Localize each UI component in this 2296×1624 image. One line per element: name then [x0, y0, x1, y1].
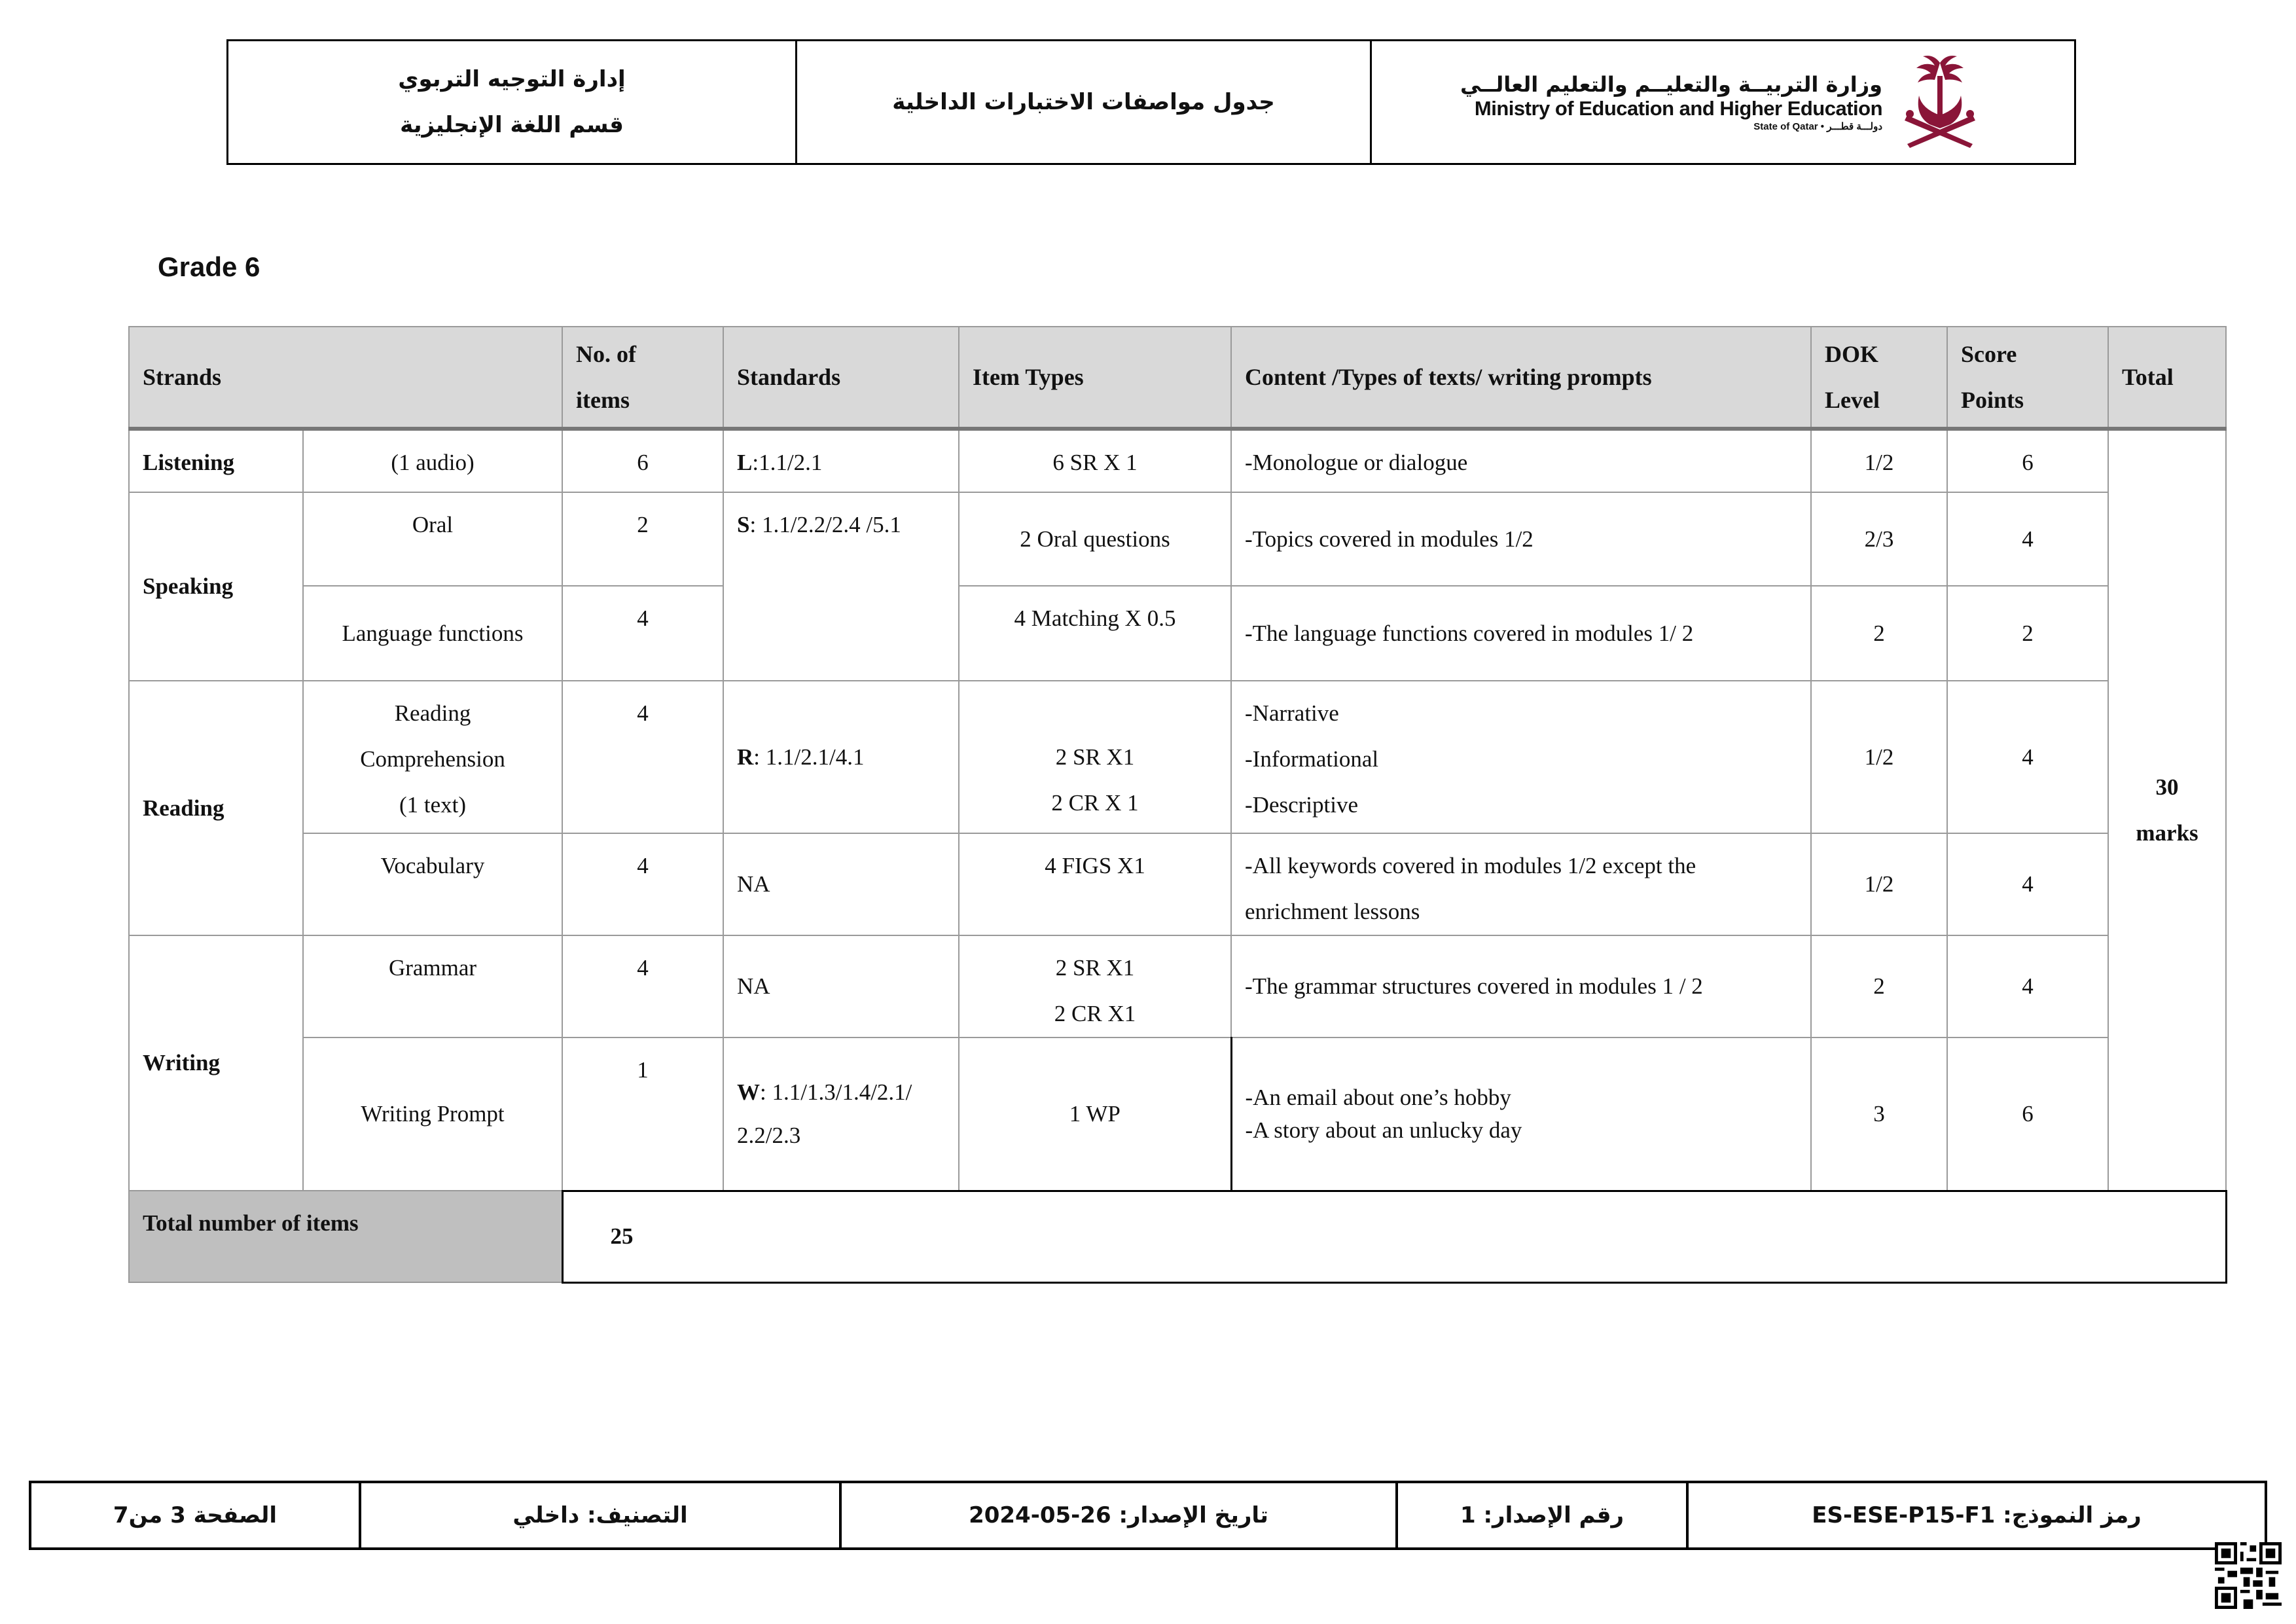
ministry-text: [1460, 72, 1882, 132]
sub-strand: Writing Prompt: [303, 1038, 562, 1191]
col-header-items: No. of items: [562, 327, 723, 429]
item-type: 2 SR X1 2 CR X 1: [959, 681, 1231, 833]
content-cell: -The grammar structures covered in modules 1 / 2: [1231, 935, 1811, 1038]
col-header-total: Total: [2108, 327, 2226, 429]
dok-level: 2: [1811, 935, 1947, 1038]
col-header-item-types: Item Types: [959, 327, 1231, 429]
sub-strand: Grammar: [303, 935, 562, 1038]
table-row: [129, 586, 2226, 681]
item-type: 6 SR X 1: [959, 429, 1231, 492]
dok-level: 1/2: [1811, 429, 1947, 492]
item-type: 2 Oral questions: [959, 492, 1231, 586]
items-count: 6: [562, 429, 723, 492]
grade-label: Grade 6: [158, 251, 260, 282]
strand-writing: Writing: [129, 935, 303, 1191]
strand-speaking: Speaking: [129, 492, 303, 681]
col-header-standards: Standards: [723, 327, 959, 429]
standards-cell: L:1.1/2.1: [723, 429, 959, 492]
specification-table: [128, 326, 2227, 1284]
item-type: 1 WP: [959, 1038, 1231, 1191]
items-count: 4: [562, 586, 723, 681]
form-code: رمز النموذج: ES-ESE-P15-F1: [1812, 1502, 2142, 1528]
content-cell: -The language functions covered in modules 1/ 2: [1231, 586, 1811, 681]
sub-strand: Vocabulary: [303, 833, 562, 935]
department-cell: [228, 41, 797, 163]
standards-cell: NA: [723, 833, 959, 935]
standards-cell: R: 1.1/2.1/4.1: [723, 681, 959, 833]
sub-strand: Language functions: [303, 586, 562, 681]
content-cell: -Monologue or dialogue: [1231, 429, 1811, 492]
content-cell: -Narrative -Informational -Descriptive: [1231, 681, 1811, 833]
qr-code-icon: [2215, 1542, 2282, 1609]
dok-level: 1/2: [1811, 681, 1947, 833]
title-cell: [797, 41, 1372, 163]
document-title: جدول مواصفات الاختبارات الداخلية: [892, 89, 1275, 115]
document-header: [226, 39, 2076, 165]
sub-strand: Reading Comprehension (1 text): [303, 681, 562, 833]
content-cell: -An email about one’s hobby -A story about an unlucky day: [1231, 1038, 1811, 1191]
score-points: 4: [1947, 833, 2108, 935]
standards-cell: NA: [723, 935, 959, 1038]
total-items-value: 25: [562, 1191, 2226, 1282]
total-items-row: [129, 1191, 2226, 1282]
items-count: 4: [562, 681, 723, 833]
page-number: الصفحة 3 من7: [31, 1483, 361, 1547]
section-name: قسم اللغة الإنجليزية: [400, 112, 624, 138]
classification: التصنيف: داخلي: [361, 1483, 842, 1547]
items-count: 1: [562, 1038, 723, 1191]
score-points: 4: [1947, 492, 2108, 586]
col-header-dok: DOK Level: [1811, 327, 1947, 429]
table-row: [129, 681, 2226, 833]
dok-level: 2: [1811, 586, 1947, 681]
table-row: [129, 492, 2226, 586]
standards-cell: W: 1.1/1.3/1.4/2.1/ 2.2/2.3: [723, 1038, 959, 1191]
item-type: 4 FIGS X1: [959, 833, 1231, 935]
table-row: [129, 935, 2226, 1038]
score-points: 2: [1947, 586, 2108, 681]
total-marks: 30 marks: [2108, 429, 2226, 1191]
content-cell: -Topics covered in modules 1/2: [1231, 492, 1811, 586]
strand-reading: Reading: [129, 681, 303, 935]
items-count: 2: [562, 492, 723, 586]
col-header-score: Score Points: [1947, 327, 2108, 429]
sub-strand: Oral: [303, 492, 562, 586]
issue-date: تاريخ الإصدار: 26-05-2024: [842, 1483, 1398, 1547]
department-name: إدارة التوجيه التربوي: [398, 66, 626, 92]
item-type: 4 Matching X 0.5: [959, 586, 1231, 681]
document-footer: [29, 1481, 2267, 1550]
score-points: 6: [1947, 429, 2108, 492]
total-items-label: Total number of items: [129, 1191, 562, 1282]
score-points: 4: [1947, 681, 2108, 833]
ministry-name-en: Ministry of Education and Higher Education: [1474, 97, 1883, 120]
sub-strand: (1 audio): [303, 429, 562, 492]
item-type: 2 SR X1 2 CR X1: [959, 935, 1231, 1038]
dok-level: 2/3: [1811, 492, 1947, 586]
table-header-row: [129, 327, 2226, 429]
version-number: رقم الإصدار: 1: [1398, 1483, 1689, 1547]
dok-level: 1/2: [1811, 833, 1947, 935]
items-count: 4: [562, 833, 723, 935]
items-count: 4: [562, 935, 723, 1038]
score-points: 4: [1947, 935, 2108, 1038]
dok-level: 3: [1811, 1038, 1947, 1191]
table-row: [129, 429, 2226, 492]
state-label: State of Qatar • دولـــة قطـــر: [1753, 121, 1883, 132]
ministry-cell: [1372, 41, 2074, 163]
table-row: [129, 1038, 2226, 1191]
strand-listening: Listening: [129, 429, 303, 492]
col-header-content: Content /Types of texts/ writing prompts: [1231, 327, 1811, 429]
score-points: 6: [1947, 1038, 2108, 1191]
standards-cell: S: 1.1/2.2/2.4 /5.1: [723, 492, 959, 681]
col-header-strands: Strands: [129, 327, 562, 429]
content-cell: -All keywords covered in modules 1/2 except the enrichment lessons: [1231, 833, 1811, 935]
ministry-name-ar: وزارة التربيــة والتعليــم والتعليم العالــي: [1460, 72, 1883, 97]
ministry-emblem-icon: [1894, 50, 1986, 154]
table-row: [129, 833, 2226, 935]
